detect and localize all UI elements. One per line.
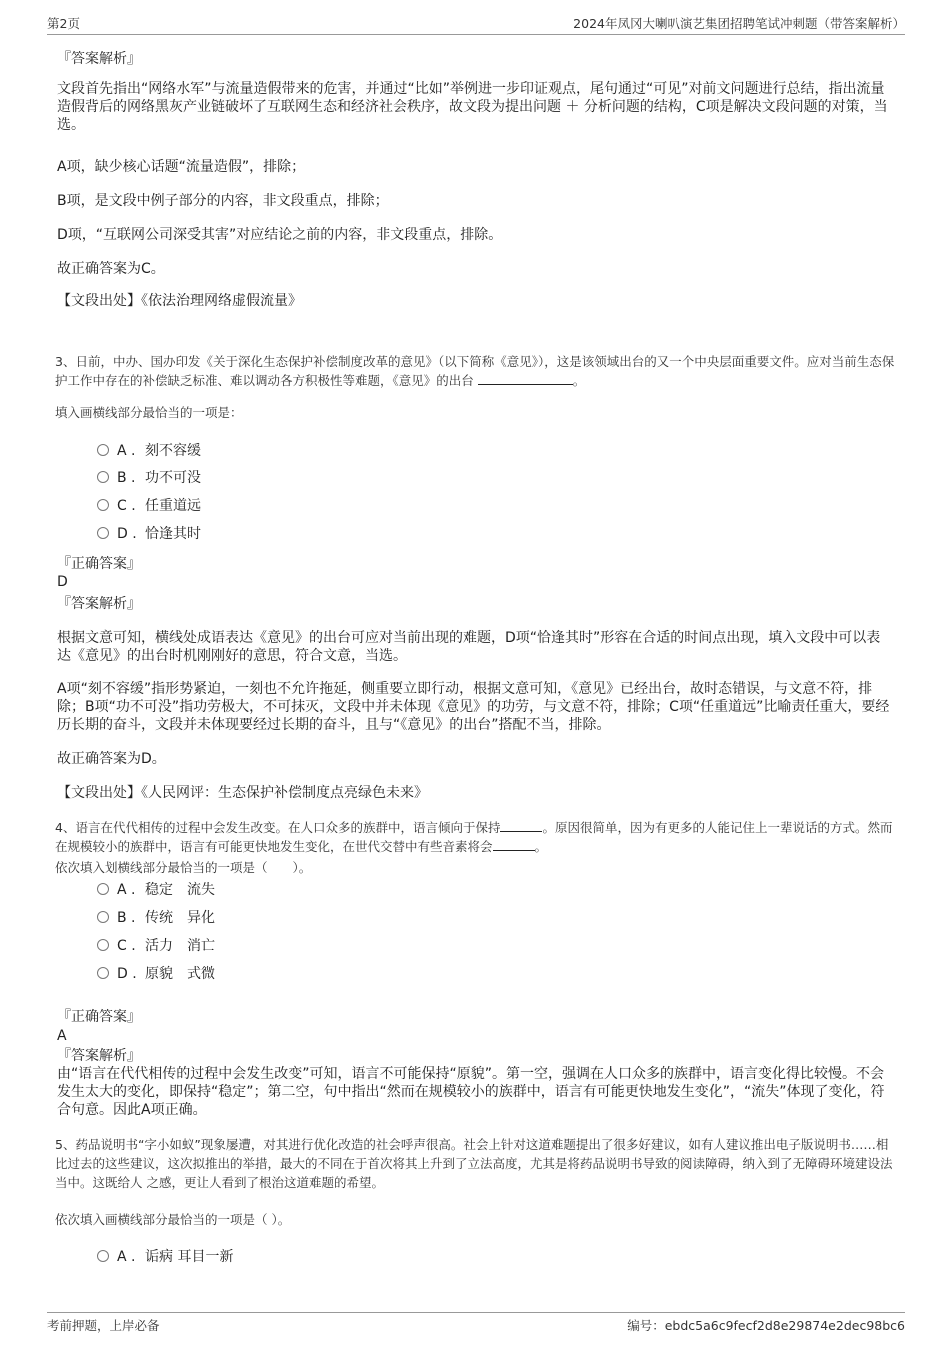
q2-analysis-para: 文段首先指出“网络水军”与流量造假带来的危害，并通过“比如”举例进一步印证观点，尾句通过“可见”对前文问题进行总结，指出流量造假背后的网络黑灰产业链破坏了互联网生态和经济社会秩序，故文段为提出问题 ＋ 分析问题的结构，C项是解决文段问题的对策，当选。 xyxy=(57,81,888,133)
q4-option-b[interactable]: B . 传统 异化 xyxy=(97,909,215,929)
document-id: 编号：ebdc5a6c9fecf2d8e29874e2dec98bc6 xyxy=(627,1318,905,1333)
q4-option-c[interactable]: C . 活力 消亡 xyxy=(97,937,215,957)
q4-stem: 4、语言在代代相传的过程中会发生改变。在人口众多的族群中，语言倾向于保持 。原因很简单，因为有更多的人能记住上一辈说话的方式。然而在规模较小的族群中，语言有可能更快地发生变化，在世代交替中有些音素将会 。 xyxy=(55,820,893,854)
radio-icon[interactable] xyxy=(97,883,109,895)
q4-blank-1 xyxy=(500,819,542,832)
q3-option-c[interactable]: C . 任重道远 xyxy=(97,497,201,517)
q3-option-a[interactable]: A . 刻不容缓 xyxy=(97,442,201,462)
q4-blank-2 xyxy=(493,838,535,851)
radio-icon[interactable] xyxy=(97,1250,109,1262)
radio-icon[interactable] xyxy=(97,911,109,923)
q2-source: 【文段出处】《依法治理网络虚假流量》 xyxy=(57,293,302,309)
q4-option-a[interactable]: A . 稳定 流失 xyxy=(97,881,215,901)
q4-analysis-title: 『答案解析』 xyxy=(57,1048,141,1064)
page-header xyxy=(47,14,905,35)
q2-analysis-title: 『答案解析』 xyxy=(57,51,141,67)
q4-option-d[interactable]: D . 原貌 式微 xyxy=(97,965,215,985)
footer-slogan: 考前押题，上岸必备 xyxy=(47,1318,160,1333)
q3-source: 【文段出处】《人民网评：生态保护补偿制度点亮绿色未来》 xyxy=(57,785,428,801)
q5-option-a[interactable]: A . 诟病 耳目一新 xyxy=(97,1248,233,1268)
q3-blank xyxy=(478,372,573,385)
page-footer xyxy=(47,1312,905,1336)
q2-option-b-analysis: B项，是文段中例子部分的内容，非文段重点，排除； xyxy=(57,193,389,209)
q4-analysis-para: 由“语言在代代相传的过程中会发生改变”可知，语言不可能保持“原貌”。第一空，强调在人口众多的族群中，语言变化得比较慢。不会发生太大的变化，即保持“稳定”；第二空，句中指出“然而在规模较小的族群中，语言有可能更快地发生变化”，“流失”体现了变化，符合句意。因此A项正确。 xyxy=(57,1066,885,1118)
q3-stem: 3、日前，中办、国办印发《关于深化生态保护补偿制度改革的意见》（以下简称《意见》），这是该领域出台的又一个中央层面重要文件。应对当前生态保护工作中存在的补偿缺乏标准、难以调动各方积极性等难题，《意见》的出台 。 xyxy=(55,354,895,388)
radio-icon[interactable] xyxy=(97,499,109,511)
q5-stem: 5、药品说明书“字小如蚁”现象屡遭，对其进行优化改造的社会呼声很高。社会上针对这道难题提出了很多好建议，如有人建议推出电子版说明书……相比过去的这些建议，这次拟推出的举措，最大的不同在于首次将其上升到了立法高度，尤其是将药品说明书导致的阅读障碍，纳入到了无障碍环境建设法当中。这既给人 之感，更让人看到了根治这道难题的希望。 xyxy=(55,1137,893,1190)
q3-conclusion: 故正确答案为D。 xyxy=(57,751,166,767)
q4-prompt: 依次填入划横线部分最恰当的一项是（ ）。 xyxy=(55,860,312,875)
radio-icon[interactable] xyxy=(97,939,109,951)
radio-icon[interactable] xyxy=(97,967,109,979)
document-title: 2024年凤冈大喇叭演艺集团招聘笔试冲刺题（带答案解析） xyxy=(573,16,905,31)
page-number: 第2页 xyxy=(47,16,80,31)
q2-conclusion: 故正确答案为C。 xyxy=(57,261,165,277)
q4-answer-title: 『正确答案』 xyxy=(57,1009,141,1025)
q3-answer: D xyxy=(57,574,68,590)
radio-icon[interactable] xyxy=(97,444,109,456)
q3-analysis-para2: A项“刻不容缓”指形势紧迫，一刻也不允许拖延，侧重要立即行动，根据文意可知，《意见》已经出台，故时态错误，与文意不符，排除；B项“功不可没”指功劳极大，不可抹灭，文段中并未体现《意见》的功劳，与文意不符，排除；C项“任重道远”比喻责任重大，要经历长期的奋斗，文段并未体现要经过长期的奋斗，且与“《意见》的出台”搭配不当，排除。 xyxy=(57,681,890,733)
radio-icon[interactable] xyxy=(97,471,109,483)
q3-analysis-title: 『答案解析』 xyxy=(57,596,141,612)
q3-analysis-para1: 根据文意可知，横线处成语表达《意见》的出台可应对当前出现的难题，D项“恰逢其时”形容在合适的时间点出现，填入文段中可以表达《意见》的出台时机刚刚好的意思，符合文意，当选。 xyxy=(57,630,881,664)
q3-answer-title: 『正确答案』 xyxy=(57,556,141,572)
q3-option-d[interactable]: D . 恰逢其时 xyxy=(97,525,201,545)
q4-answer: A xyxy=(57,1028,67,1044)
q5-prompt: 依次填入画横线部分最恰当的一项是（ ）。 xyxy=(55,1212,291,1227)
q2-option-a-analysis: A项，缺少核心话题“流量造假”，排除； xyxy=(57,159,306,175)
q3-option-b[interactable]: B . 功不可没 xyxy=(97,469,201,489)
q3-prompt: 填入画横线部分最恰当的一项是： xyxy=(55,405,243,420)
q2-option-d-analysis: D项，“互联网公司深受其害”对应结论之前的内容，非文段重点，排除。 xyxy=(57,227,503,243)
radio-icon[interactable] xyxy=(97,527,109,539)
